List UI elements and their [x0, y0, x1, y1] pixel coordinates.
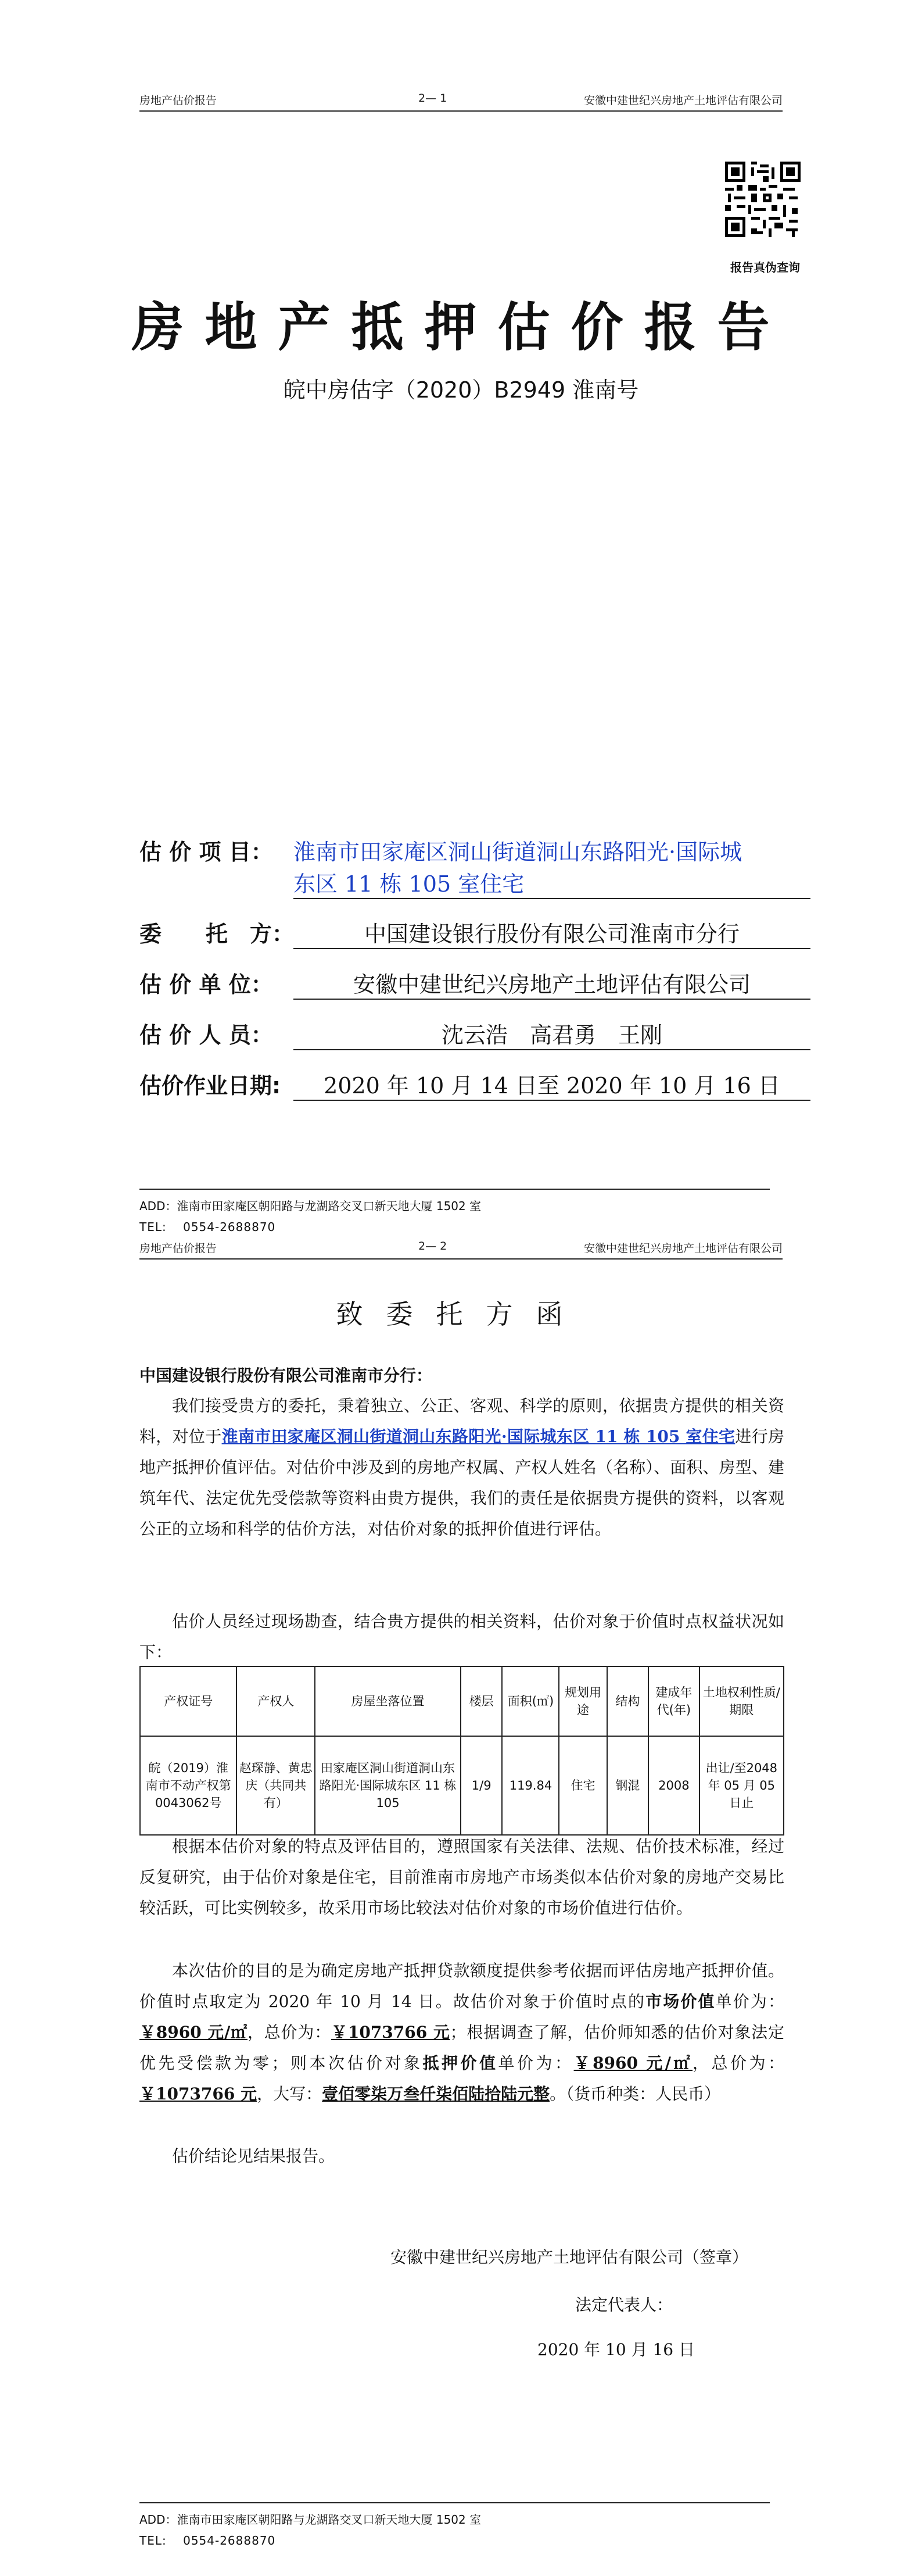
table-cell: 出让/至2048 年 05 月 05 日止 — [699, 1736, 784, 1835]
p1-text-c: 进行房地产抵押价值评估。对估价中涉及到的房地产权属、产权人姓名（名称）、面积、房型、建筑年代、法定优先受偿款等资料由贵方提供，我们的责任是依据贵方提供的资料，以客观公正的立场和科学的估价方法，对估价对象的抵押价值进行评估。 — [139, 1427, 784, 1539]
field-label: 估 价 单 位： — [139, 972, 273, 997]
table-header-cell: 房屋坐落位置 — [315, 1666, 461, 1736]
table-header-cell: 面积(㎡) — [502, 1666, 559, 1736]
p4-text: ；根据调查了解，估价师知悉的估价对象法定优先受偿款为零；则本次估价对象 — [139, 2023, 784, 2073]
field-label: 估 价 项 目： — [139, 839, 273, 865]
field-value-line1: 淮南市田家庵区洞山街道洞山东路阳光·国际城 — [293, 839, 742, 865]
table-header-cell: 产权证号 — [140, 1666, 236, 1736]
signature-company: 安徽中建世纪兴房地产土地评估有限公司（签章） — [390, 2248, 749, 2267]
header-page-number: 2— 1 — [418, 92, 447, 105]
header-left: 房地产估价报告 — [139, 1242, 217, 1255]
table-row — [140, 1736, 784, 1835]
cover-page — [0, 0, 922, 1255]
letter-title: 致委托方函 — [336, 1298, 586, 1330]
letter-paragraph-1 — [139, 1390, 784, 1544]
table-cell: 皖（2019）淮南市不动产权第0043062号 — [140, 1736, 236, 1835]
p1-text-a: 我们接受贵方的委托，秉着独立、公正、客观、科学的原则，依据贵方提供的相关资料，对位于 — [139, 1396, 784, 1446]
header-left: 房地产估价报告 — [139, 94, 217, 107]
mortgage-unit-price: ￥8960 元/㎡ — [573, 2053, 693, 2073]
table-header-row — [140, 1666, 784, 1736]
field-label: 委 托 方： — [139, 921, 295, 947]
property-table — [139, 1666, 784, 1836]
field-value: 中国建设银行股份有限公司淮南市分行 — [293, 916, 810, 949]
field-appraiser-unit — [139, 967, 825, 999]
p4-text: 单价为： — [715, 1992, 784, 2011]
signature-representative: 法定代表人： — [575, 2295, 673, 2314]
footer-divider — [139, 1189, 770, 1190]
field-project — [139, 834, 825, 898]
field-value-line2: 东区 11 栋 105 室住宅 — [293, 866, 810, 899]
qr-label: 报告真伪查询 — [730, 260, 800, 274]
field-label: 估价作业日期: — [139, 1073, 281, 1099]
table-cell: 钢混 — [607, 1736, 649, 1835]
signature-date: 2020 年 10 月 16 日 — [537, 2340, 695, 2359]
market-total-price: ￥1073766 元 — [331, 2023, 450, 2042]
mortgage-total-price: ￥1073766 元 — [139, 2084, 257, 2103]
header-right: 安徽中建世纪兴房地产土地评估有限公司 — [583, 94, 783, 107]
header-right: 安徽中建世纪兴房地产土地评估有限公司 — [583, 1242, 783, 1255]
amount-in-words: 壹佰零柒万叁仟柒佰陆拾陆元整 — [322, 2084, 550, 2103]
page-header — [139, 87, 783, 112]
field-client — [139, 916, 825, 948]
p4-text: 。（货币种类：人民币） — [550, 2084, 721, 2103]
field-label: 估 价 人 员： — [139, 1022, 273, 1048]
table-header-cell: 规划用途 — [559, 1666, 607, 1736]
footer-address: ADD：淮南市田家庵区朝阳路与龙湖路交叉口新天地大厦 1502 室 — [139, 2513, 482, 2527]
table-header-cell: 楼层 — [461, 1666, 503, 1736]
market-unit-price: ￥8960 元/㎡ — [139, 2023, 247, 2042]
qr-code-icon[interactable] — [725, 162, 801, 237]
header-page-number: 2— 2 — [418, 1240, 447, 1253]
field-value: 沈云浩 高君勇 王刚 — [293, 1017, 810, 1050]
report-title: 房地产抵押估价报告 — [131, 296, 791, 358]
letter-addressee: 中国建设银行股份有限公司淮南市分行： — [139, 1366, 433, 1385]
table-cell: 2008 — [648, 1736, 699, 1835]
p4-text: 本次估价的目的是为确定房地产抵押贷款额度提供参考依据而评估房地产抵押价值。价值时点取定为 2020 年 10 月 14 日。故估价对象于价值时点的 — [139, 1961, 784, 2011]
letter-paragraph-3: 根据本估价对象的特点及评估目的，遵照国家有关法律、法规、估价技术标准，经过反复研究，由于估价对象是住宅，目前淮南市房地产市场类似本估价对象的房地产交易比较活跃，可比实例较多，故采用市场比较法对估价对象的市场价值进行估价。 — [139, 1837, 784, 1917]
footer-address: ADD：淮南市田家庵区朝阳路与龙湖路交叉口新天地大厦 1502 室 — [139, 1199, 482, 1213]
table-cell: 1/9 — [461, 1736, 503, 1835]
table-header-cell: 产权人 — [236, 1666, 315, 1736]
field-appraisers — [139, 1017, 825, 1049]
table-header-cell: 土地权利性质/期限 — [699, 1666, 784, 1736]
p4-text: 单价为： — [498, 2053, 574, 2073]
table-header-cell: 建成年代(年) — [648, 1666, 699, 1736]
field-value: 2020 年 10 月 14 日至 2020 年 10 月 16 日 — [293, 1068, 810, 1101]
letter-paragraph-2: 估价人员经过现场勘查，结合贵方提供的相关资料，估价对象于价值时点权益状况如下： — [139, 1612, 784, 1662]
letter-paragraph-4 — [139, 1955, 784, 2109]
p4-text: ，总价为： — [247, 2023, 332, 2042]
footer-tel: TEL: 0554-2688870 — [139, 2534, 276, 2548]
document-number: 皖中房估字（2020）B2949 淮南号 — [283, 377, 639, 403]
mortgage-value-label: 抵押价值 — [422, 2053, 498, 2073]
page-header — [139, 1235, 783, 1260]
field-work-date — [139, 1068, 825, 1100]
footer-divider — [139, 2502, 770, 2503]
table-header-cell: 结构 — [607, 1666, 649, 1736]
footer-tel: TEL: 0554-2688870 — [139, 1220, 276, 1234]
field-value: 安徽中建世纪兴房地产土地评估有限公司 — [293, 967, 810, 1000]
p4-text: ，总价为： — [692, 2053, 784, 2073]
table-cell: 田家庵区洞山街道洞山东路阳光·国际城东区 11 栋 105 — [315, 1736, 461, 1835]
table-cell: 119.84 — [502, 1736, 559, 1835]
property-address: 淮南市田家庵区洞山街道洞山东路阳光·国际城东区 11 栋 105 室住宅 — [221, 1427, 736, 1446]
letter-paragraph-5: 估价结论见结果报告。 — [172, 2146, 335, 2166]
market-value-label: 市场价值 — [645, 1992, 716, 2011]
p4-text: ，大写： — [257, 2084, 322, 2103]
table-cell: 住宅 — [559, 1736, 607, 1835]
table-cell: 赵琛静、黄忠庆（共同共有） — [236, 1736, 315, 1835]
